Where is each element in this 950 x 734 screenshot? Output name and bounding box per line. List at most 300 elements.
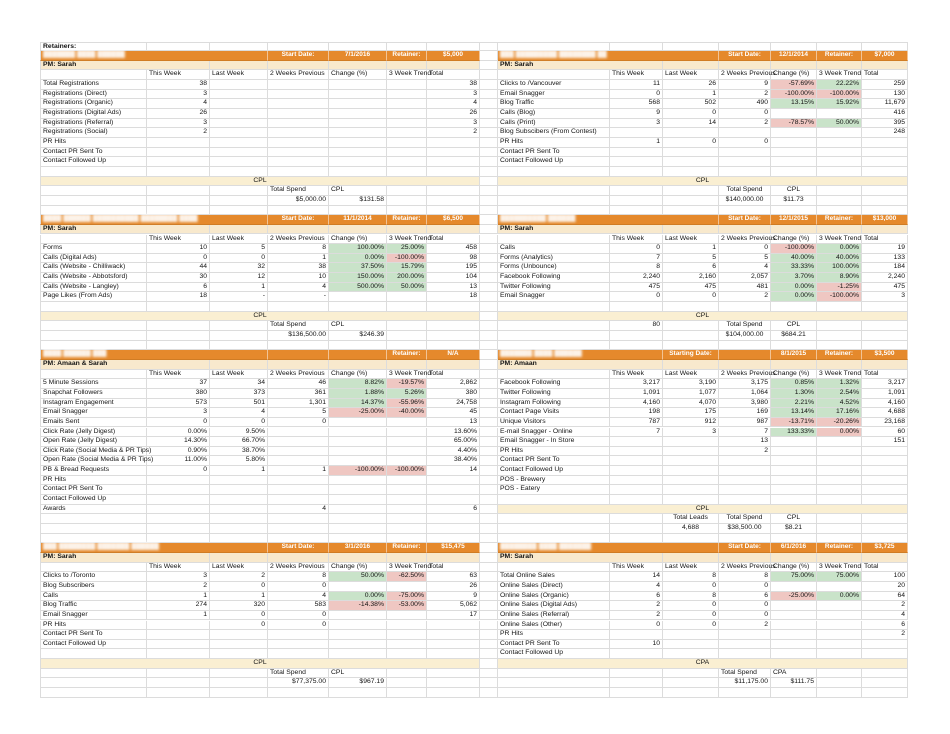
total-value[interactable]: [427, 640, 480, 650]
metric-value[interactable]: [610, 109, 663, 119]
empty-cell[interactable]: [427, 534, 480, 544]
metric-label[interactable]: [40, 99, 147, 109]
empty-cell[interactable]: [480, 437, 498, 447]
total-value[interactable]: [862, 621, 908, 631]
pm-row-cell[interactable]: [663, 360, 719, 370]
total-value[interactable]: [862, 630, 908, 640]
metric-value[interactable]: [610, 611, 663, 621]
metric-value[interactable]: [663, 90, 719, 100]
pm-label[interactable]: [40, 360, 210, 370]
empty-cell[interactable]: [480, 177, 498, 187]
change-value[interactable]: [329, 399, 387, 409]
trend-value[interactable]: [817, 572, 862, 582]
empty-cell[interactable]: [862, 196, 908, 206]
pm-row-cell[interactable]: [387, 61, 427, 71]
metric-value[interactable]: [147, 505, 210, 515]
empty-cell[interactable]: [480, 61, 498, 71]
metric-value[interactable]: [147, 640, 210, 650]
metric-value[interactable]: [268, 611, 329, 621]
empty-cell[interactable]: [387, 514, 427, 524]
pm-row-cell[interactable]: [771, 61, 817, 71]
empty-cell[interactable]: [40, 302, 147, 312]
trend-value[interactable]: [817, 128, 862, 138]
empty-cell[interactable]: [210, 186, 268, 196]
metric-value[interactable]: [268, 505, 329, 515]
metric-value[interactable]: [210, 273, 268, 283]
empty-cell[interactable]: [817, 514, 862, 524]
pm-row-cell[interactable]: [719, 553, 771, 563]
metric-value[interactable]: [147, 601, 210, 611]
section-band-label[interactable]: [498, 177, 908, 187]
metric-value[interactable]: [610, 119, 663, 129]
empty-cell[interactable]: [427, 331, 480, 341]
empty-cell[interactable]: [480, 206, 498, 216]
metric-value[interactable]: [719, 283, 771, 293]
metric-value[interactable]: [663, 466, 719, 476]
trend-value[interactable]: [817, 485, 862, 495]
footer-value[interactable]: [268, 678, 329, 688]
metric-value[interactable]: [719, 273, 771, 283]
metric-value[interactable]: [719, 630, 771, 640]
metric-label[interactable]: [40, 582, 147, 592]
empty-cell[interactable]: [498, 524, 610, 534]
metric-value[interactable]: [210, 447, 268, 457]
empty-cell[interactable]: [480, 109, 498, 119]
column-header[interactable]: [147, 370, 210, 380]
metric-value[interactable]: [210, 428, 268, 438]
empty-cell[interactable]: [498, 42, 610, 52]
metric-value[interactable]: [663, 80, 719, 90]
empty-cell[interactable]: [498, 678, 610, 688]
metric-label[interactable]: [40, 456, 154, 466]
column-header[interactable]: [387, 562, 432, 573]
change-value[interactable]: [329, 476, 387, 486]
footer-label[interactable]: [610, 321, 663, 331]
metric-value[interactable]: [147, 273, 210, 283]
metric-value[interactable]: [210, 283, 268, 293]
column-header[interactable]: [387, 70, 432, 80]
empty-cell[interactable]: [387, 524, 427, 534]
retainers-heading[interactable]: [40, 42, 147, 52]
empty-cell[interactable]: [771, 42, 817, 52]
column-header[interactable]: [427, 563, 480, 573]
pm-row-cell[interactable]: [719, 360, 771, 370]
footer-value[interactable]: [719, 331, 771, 341]
total-value[interactable]: [427, 437, 480, 447]
empty-cell[interactable]: [663, 534, 719, 544]
trend-value[interactable]: [387, 601, 427, 611]
empty-cell[interactable]: [610, 42, 663, 52]
empty-cell[interactable]: [480, 350, 498, 360]
empty-cell[interactable]: [498, 688, 610, 698]
metric-value[interactable]: [719, 119, 771, 129]
empty-cell[interactable]: [480, 659, 498, 669]
change-value[interactable]: [771, 283, 817, 293]
empty-cell[interactable]: [427, 186, 480, 196]
retainer-label[interactable]: [387, 215, 427, 225]
empty-cell[interactable]: [480, 379, 498, 389]
metric-label[interactable]: [498, 263, 610, 273]
header-cell[interactable]: [268, 350, 329, 360]
trend-value[interactable]: [387, 263, 427, 273]
header-value[interactable]: [862, 215, 908, 225]
metric-label[interactable]: [40, 244, 147, 254]
metric-value[interactable]: [268, 630, 329, 640]
metric-label[interactable]: [40, 389, 147, 399]
total-value[interactable]: [427, 485, 480, 495]
empty-cell[interactable]: [610, 669, 663, 679]
trend-value[interactable]: [817, 138, 862, 148]
metric-value[interactable]: [610, 582, 663, 592]
metric-value[interactable]: [610, 466, 663, 476]
empty-cell[interactable]: [480, 283, 498, 293]
trend-value[interactable]: [817, 582, 862, 592]
total-value[interactable]: [427, 283, 480, 293]
empty-cell[interactable]: [663, 688, 719, 698]
metric-value[interactable]: [210, 592, 268, 602]
trend-value[interactable]: [387, 283, 427, 293]
column-header[interactable]: [719, 562, 776, 573]
total-value[interactable]: [862, 418, 908, 428]
metric-value[interactable]: [268, 389, 329, 399]
total-value[interactable]: [427, 263, 480, 273]
empty-cell[interactable]: [480, 80, 498, 90]
empty-cell[interactable]: [329, 524, 387, 534]
empty-cell[interactable]: [862, 206, 908, 216]
empty-cell[interactable]: [862, 186, 908, 196]
change-value[interactable]: [771, 418, 817, 428]
footer-value[interactable]: [771, 678, 817, 688]
empty-cell[interactable]: [771, 495, 817, 505]
pm-row-cell[interactable]: [268, 360, 329, 370]
metric-value[interactable]: [147, 621, 210, 631]
change-value[interactable]: [329, 582, 387, 592]
empty-cell[interactable]: [387, 331, 427, 341]
column-header[interactable]: [862, 563, 908, 573]
empty-cell[interactable]: [387, 42, 427, 52]
metric-label[interactable]: [498, 611, 610, 621]
metric-value[interactable]: [268, 138, 329, 148]
total-value[interactable]: [862, 408, 908, 418]
metric-label[interactable]: [40, 640, 147, 650]
metric-value[interactable]: [610, 80, 663, 90]
empty-cell[interactable]: [147, 331, 210, 341]
metric-value[interactable]: [210, 399, 268, 409]
metric-value[interactable]: [268, 379, 329, 389]
column-header[interactable]: [610, 563, 663, 573]
total-value[interactable]: [862, 389, 908, 399]
change-value[interactable]: [329, 138, 387, 148]
empty-cell[interactable]: [427, 321, 480, 331]
column-header[interactable]: [771, 235, 817, 245]
metric-value[interactable]: [268, 601, 329, 611]
trend-value[interactable]: [387, 582, 427, 592]
trend-value[interactable]: [817, 592, 862, 602]
trend-value[interactable]: [817, 621, 862, 631]
empty-cell[interactable]: [210, 42, 268, 52]
total-value[interactable]: [427, 408, 480, 418]
empty-cell[interactable]: [480, 292, 498, 302]
empty-cell[interactable]: [498, 167, 610, 177]
change-value[interactable]: [329, 456, 387, 466]
change-value[interactable]: [329, 601, 387, 611]
pm-row-cell[interactable]: [427, 225, 480, 235]
metric-label[interactable]: [498, 80, 610, 90]
change-value[interactable]: [771, 138, 817, 148]
empty-cell[interactable]: [663, 302, 719, 312]
pm-row-cell[interactable]: [268, 225, 329, 235]
metric-value[interactable]: [610, 437, 663, 447]
trend-value[interactable]: [387, 621, 427, 631]
empty-cell[interactable]: [719, 495, 771, 505]
empty-cell[interactable]: [480, 321, 498, 331]
column-header[interactable]: [862, 70, 908, 80]
change-value[interactable]: [329, 148, 387, 158]
metric-value[interactable]: [663, 283, 719, 293]
empty-cell[interactable]: [329, 167, 387, 177]
empty-cell[interactable]: [480, 302, 498, 312]
trend-value[interactable]: [387, 428, 427, 438]
metric-label[interactable]: [498, 128, 610, 138]
metric-value[interactable]: [268, 495, 329, 505]
empty-cell[interactable]: [480, 138, 498, 148]
metric-value[interactable]: [719, 148, 771, 158]
empty-cell[interactable]: [210, 341, 268, 351]
metric-value[interactable]: [147, 399, 210, 409]
metric-value[interactable]: [719, 621, 771, 631]
footer-label[interactable]: [771, 669, 817, 679]
metric-value[interactable]: [147, 476, 210, 486]
total-value[interactable]: [427, 505, 480, 515]
metric-value[interactable]: [663, 399, 719, 409]
metric-value[interactable]: [210, 379, 268, 389]
metric-label[interactable]: [40, 592, 147, 602]
empty-cell[interactable]: [862, 534, 908, 544]
trend-value[interactable]: [387, 80, 427, 90]
pm-row-cell[interactable]: [210, 553, 268, 563]
empty-cell[interactable]: [480, 157, 498, 167]
metric-value[interactable]: [268, 621, 329, 631]
empty-cell[interactable]: [862, 341, 908, 351]
trend-value[interactable]: [387, 292, 427, 302]
header-cell[interactable]: [719, 350, 771, 360]
metric-value[interactable]: [719, 157, 771, 167]
metric-value[interactable]: [719, 572, 771, 582]
metric-label[interactable]: [40, 418, 147, 428]
column-header[interactable]: [719, 234, 776, 245]
metric-value[interactable]: [610, 447, 663, 457]
pm-row-cell[interactable]: [210, 360, 268, 370]
empty-cell[interactable]: [40, 167, 147, 177]
empty-cell[interactable]: [147, 341, 210, 351]
change-value[interactable]: [329, 283, 387, 293]
metric-value[interactable]: [663, 138, 719, 148]
empty-cell[interactable]: [817, 321, 862, 331]
column-header[interactable]: [210, 70, 268, 80]
metric-value[interactable]: [663, 621, 719, 631]
metric-value[interactable]: [719, 649, 771, 659]
total-value[interactable]: [862, 99, 908, 109]
metric-value[interactable]: [147, 128, 210, 138]
metric-value[interactable]: [268, 80, 329, 90]
empty-cell[interactable]: [719, 206, 771, 216]
empty-cell[interactable]: [147, 167, 210, 177]
metric-value[interactable]: [147, 244, 210, 254]
metric-value[interactable]: [610, 263, 663, 273]
trend-value[interactable]: [817, 456, 862, 466]
empty-cell[interactable]: [40, 235, 147, 245]
empty-cell[interactable]: [480, 640, 498, 650]
metric-label[interactable]: [40, 428, 147, 438]
trend-value[interactable]: [817, 476, 862, 486]
column-header[interactable]: [663, 70, 719, 80]
column-header[interactable]: [210, 370, 268, 380]
empty-cell[interactable]: [427, 341, 480, 351]
change-value[interactable]: [329, 447, 387, 457]
change-value[interactable]: [771, 485, 817, 495]
empty-cell[interactable]: [40, 678, 147, 688]
start-date-label[interactable]: [719, 51, 771, 61]
metric-label[interactable]: [40, 621, 147, 631]
empty-cell[interactable]: [427, 649, 480, 659]
metric-label[interactable]: [40, 495, 147, 505]
change-value[interactable]: [771, 456, 817, 466]
empty-cell[interactable]: [387, 321, 427, 331]
pm-row-cell[interactable]: [663, 61, 719, 71]
metric-label[interactable]: [498, 90, 610, 100]
retainer-label[interactable]: [817, 215, 862, 225]
metric-value[interactable]: [663, 292, 719, 302]
metric-label[interactable]: [40, 630, 147, 640]
metric-label[interactable]: [40, 128, 147, 138]
empty-cell[interactable]: [498, 186, 610, 196]
empty-cell[interactable]: [268, 42, 329, 52]
metric-value[interactable]: [663, 408, 719, 418]
empty-cell[interactable]: [480, 341, 498, 351]
section-band-label[interactable]: [498, 312, 908, 322]
metric-label[interactable]: [40, 485, 147, 495]
metric-value[interactable]: [210, 109, 268, 119]
pm-label[interactable]: [498, 553, 663, 563]
change-value[interactable]: [771, 128, 817, 138]
trend-value[interactable]: [387, 437, 427, 447]
total-value[interactable]: [862, 90, 908, 100]
footer-label[interactable]: [663, 514, 719, 524]
empty-cell[interactable]: [480, 456, 498, 466]
metric-label[interactable]: [498, 99, 610, 109]
empty-cell[interactable]: [268, 534, 329, 544]
total-value[interactable]: [862, 428, 908, 438]
header-value[interactable]: [427, 350, 480, 360]
metric-label[interactable]: [498, 428, 610, 438]
column-header[interactable]: [610, 235, 663, 245]
change-value[interactable]: [329, 630, 387, 640]
total-value[interactable]: [427, 572, 480, 582]
metric-value[interactable]: [268, 418, 329, 428]
metric-value[interactable]: [719, 109, 771, 119]
pm-label[interactable]: [498, 360, 663, 370]
section-band-label[interactable]: [40, 312, 480, 322]
metric-value[interactable]: [210, 80, 268, 90]
metric-value[interactable]: [268, 408, 329, 418]
empty-cell[interactable]: [268, 167, 329, 177]
empty-cell[interactable]: [210, 688, 268, 698]
client-title[interactable]: [498, 215, 719, 225]
metric-value[interactable]: [663, 640, 719, 650]
empty-cell[interactable]: [329, 649, 387, 659]
empty-cell[interactable]: [817, 186, 862, 196]
total-value[interactable]: [862, 148, 908, 158]
metric-value[interactable]: [147, 379, 210, 389]
total-value[interactable]: [427, 456, 480, 466]
empty-cell[interactable]: [498, 196, 610, 206]
metric-label[interactable]: [498, 592, 610, 602]
empty-cell[interactable]: [610, 495, 663, 505]
metric-value[interactable]: [663, 244, 719, 254]
header-value[interactable]: [427, 215, 480, 225]
metric-value[interactable]: [663, 601, 719, 611]
empty-cell[interactable]: [268, 341, 329, 351]
empty-cell[interactable]: [610, 186, 663, 196]
total-value[interactable]: [427, 379, 480, 389]
empty-cell[interactable]: [147, 669, 210, 679]
metric-value[interactable]: [268, 283, 329, 293]
metric-value[interactable]: [719, 601, 771, 611]
metric-value[interactable]: [610, 456, 663, 466]
metric-value[interactable]: [147, 418, 210, 428]
change-value[interactable]: [771, 119, 817, 129]
trend-value[interactable]: [387, 495, 427, 505]
empty-cell[interactable]: [862, 167, 908, 177]
metric-value[interactable]: [610, 128, 663, 138]
metric-value[interactable]: [610, 292, 663, 302]
metric-label[interactable]: [40, 119, 147, 129]
empty-cell[interactable]: [480, 215, 498, 225]
metric-label[interactable]: [498, 621, 610, 631]
empty-cell[interactable]: [610, 688, 663, 698]
column-header[interactable]: [329, 235, 387, 245]
header-value[interactable]: [329, 543, 387, 553]
header-value[interactable]: [771, 350, 817, 360]
empty-cell[interactable]: [387, 678, 427, 688]
pm-row-cell[interactable]: [210, 225, 268, 235]
total-value[interactable]: [427, 273, 480, 283]
empty-cell[interactable]: [210, 321, 268, 331]
client-title[interactable]: [40, 215, 268, 225]
metric-value[interactable]: [610, 428, 663, 438]
change-value[interactable]: [329, 592, 387, 602]
column-header[interactable]: [663, 563, 719, 573]
metric-value[interactable]: [147, 592, 210, 602]
pm-label[interactable]: [40, 225, 210, 235]
trend-value[interactable]: [387, 466, 427, 476]
empty-cell[interactable]: [817, 534, 862, 544]
metric-value[interactable]: [663, 157, 719, 167]
trend-value[interactable]: [817, 90, 862, 100]
pm-row-cell[interactable]: [329, 553, 387, 563]
metric-value[interactable]: [147, 572, 210, 582]
metric-value[interactable]: [147, 90, 210, 100]
trend-value[interactable]: [817, 399, 862, 409]
metric-value[interactable]: [610, 572, 663, 582]
empty-cell[interactable]: [480, 370, 498, 380]
empty-cell[interactable]: [147, 321, 210, 331]
metric-label[interactable]: [40, 90, 147, 100]
change-value[interactable]: [329, 379, 387, 389]
total-value[interactable]: [427, 109, 480, 119]
footer-value[interactable]: [329, 678, 387, 688]
metric-value[interactable]: [268, 399, 329, 409]
